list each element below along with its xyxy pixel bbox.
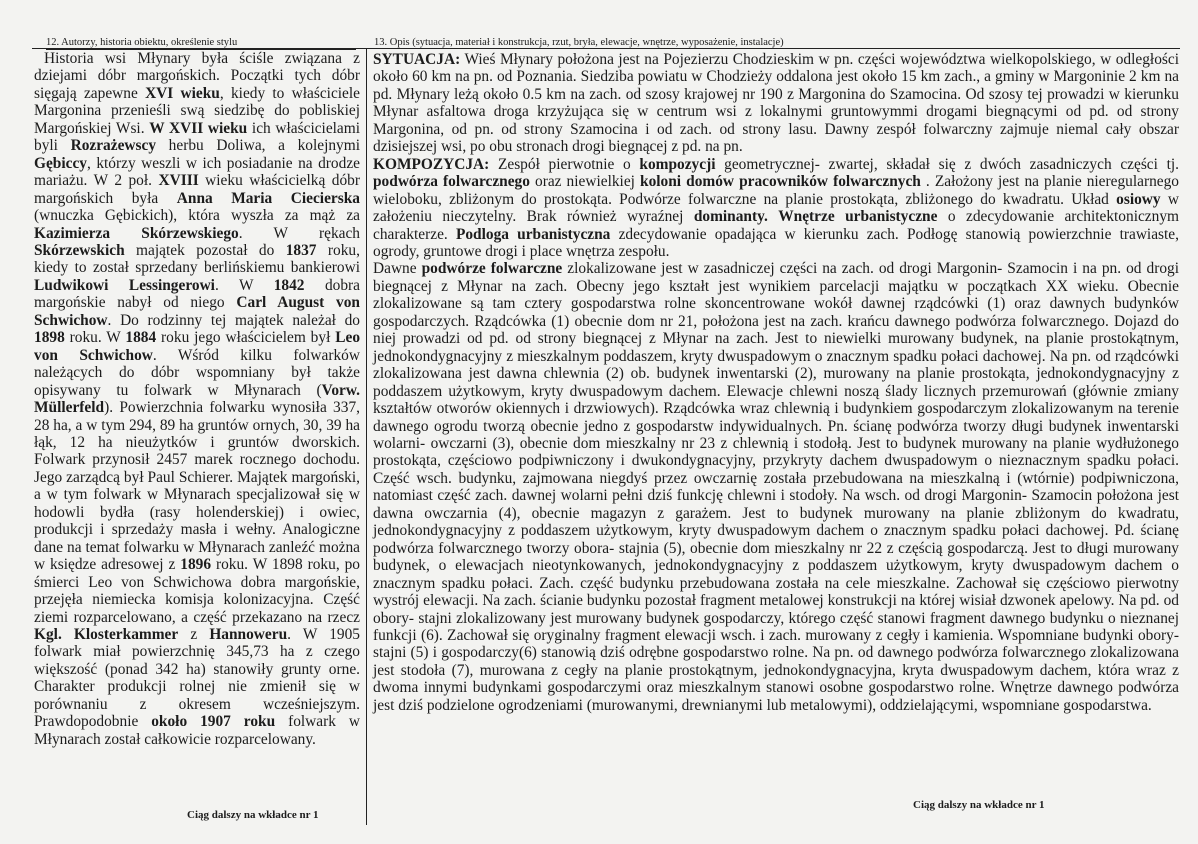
composition-paragraph: KOMPOZYCJA: Zespół pierwotnie o kompozycji geometrycznej- zwartej, składał się z dwóch zasadniczych części tj. podwórza folwarcznego oraz niewielkiej koloni domów pracowników folwarcznych . Założony jest na planie nieregularnego wieloboku, zbliżonym do prostokąta. Podwórze folwarczne na planie prostokąta, zbliżonego do kwadratu. Układ osiowy w założeniu nieczytelny. Brak również wyraźnej dominanty. Wnętrze urbanistyczne o zdecydowanie architektonicznym charakterze. Podloga urbanistyczna zdecydowanie opadająca w kierunku zach. Podłogę stanowią powierzchnie trawiaste, ogrody, gruntowe drogi i place wnętrza zespołu. [373, 155, 1180, 260]
farmyard-paragraph: Dawne podwórze folwarczne zlokalizowane jest w zasadniczej części na zach. od drogi Margonin- Szamocin i na pn. od drogi biegnącej z Młynar na zach. Obecny jego kształt jest wynikiem parcelacji majątku w początkach XX wieku. Obecnie zlokalizowane są tam cztery gospodarstwa rolne skoncentrowane wokół dawnej rządcówki (1) oraz dawnych budynków gospodarczych. Rządcówka (1) obecnie dom nr 21, położona jest na zach. krańcu dawnego podwórza folwarcznego. Dojazd do niej prowadzi od pd. od strony biegnącej z Młynar na zach. Jest to niewielki murowany budynek, na planie prostokątnym, jednokondygnacyjny z mieszkalnym poddaszem, kryty dwuspadowym o znacznym spadku połaci dachowej. Na pn. od rządcówki zlokalizowana jest dawna chlewnia (2) ob. budynek inwentarski (2), murowany na planie prostokąta, jednokondygnacyjny z poddaszem użytkowym, kryty dwuspadowym dachem. Elewacje chlewni noszą ślady licznych przemurowań (głównie zmiany kształtów otworów okiennych i drzwiowych). Rządcówka wraz chlewnią i budynkiem gospodarczym zlokalizowanym na terenie dawnego ogrodu tworzą obecnie jedno z gospodarstw indywidualnych. Pn. ścianę podwórza tworzy długi budynek inwentarski wolarni- owczarni (3), obecnie dom mieszkalny nr 23 z chlewnią i stodołą. Jest to budynek murowany na planie wydłużonego prostokąta, częściowo podpiwniczony i dwukondygnacyjny, przykryty dachem dwuspadowym o nieznacznym spadku połaci. Część wsch. budynku, zajmowana niegdyś przez owczarnię została przebudowana na mieszkalną i (wtórnie) podpiwniczona, natomiast część zach. dawnej wolarni pełni dziś funkcję chlewni i stodoły. Na wsch. od drogi Margonin- Szamocin położona jest dawna owczarnia (4), obecnie magazyn z garażem. Jest to budynek murowany na planie zbliżonym do kwadratu, jednokondygnacyjny z poddaszem użytkowym, kryty dwuspadowym dachem o znacznym spadku połaci dachowej. Pd. ścianę podwórza folwarcznego tworzy obora- stajnia (5), obecnie dom mieszkalny nr 22 z częścią gospodarczą. Jest to długi murowany budynek, o elewacjach nieotynkowanych, jednokondygnacyjny z poddaszem użytkowym, kryty dwuspadowym dachem o znacznym spadku połaci. Zach. część budynku przebudowana została na cele mieszkalne. Zachował się częściowo pierwotny wystrój elewacji. Na zach. ścianie budynku pozostał fragment metalowej konstrukcji na której wisiał dzwonek apelowy. Na pd. od obory- stajni zlokalizowany jest murowany budynek gospodarczy, którego część stanowi fragment dawnego budynku o nieznanej funkcji (6). Zachował się oryginalny fragment elewacji wsch. i zach. murowany z cegły i kamienia. Wspomniane budynki obory- stajni (5) i gospodarczy(6) stanowią dziś odrębne gospodarstwo rolne. Na pn. od dawnego podwórza folwarcznego zlokalizowana jest stodoła (7), murowana z cegły na planie prostokątnym, jednokondygnacyjna, kryta dwuspadowym dachem, która wraz z dwoma innymi budynkami gospodarczymi oraz mieszkalnym stanowi osobne gospodarstwo rolne. Wnętrze dawnego podwórza jest dziś podzielone ogrodzeniami (murowanymi, drewnianymi lub metalowymi), oddzielającymi, wspomniane gospodarstwa. [373, 260, 1179, 714]
description-continued-note: Ciąg dalszy na wkładce nr 1 [913, 799, 1045, 811]
description-column [373, 51, 1179, 714]
history-continued-note: Ciąg dalszy na wkładce nr 1 [187, 809, 319, 821]
situation-label: SYTUACJA: [373, 51, 461, 68]
composition-label: KOMPOZYCJA: [373, 155, 490, 173]
history-paragraph: Historia wsi Młynary była ściśle związana z dziejami dóbr margońskich. Początki tych dóbr sięgają zapewne XVI wieku, kiedy to właściciele Margonina przenieśli swą siedzibę do pobliskiej Margońskiej Wsi. W XVII wieku ich właścicielami byli Rozrażewscy herbu Doliwa, a kolejnymi Gębiccy, którzy weszli w ich posiadanie na drodze mariażu. W 2 poł. XVIII wieku właścicielką dóbr margońskich była Anna Maria Ciecierska (wnuczka Gębickich), która wyszła za mąż za Kazimierza Skórzewskiego. W rękach Skórzewskich majątek pozostał do 1837 roku, kiedy to został sprzedany berlińskiemu bankierowi Ludwikowi Lessingerowi. W 1842 dobra margońskie nabył od niego Carl August von Schwichow. Do rodzinny tej majątek należał do 1898 roku. W 1884 roku jego właścicielem był Leo von Schwichow. Wśród kilku folwarków należących do dóbr wspomniany był także opisywany tu folwark w Młynarach (Vorw. Müllerfeld). Powierzchnia folwarku wynosiła 337, 28 ha, a w tym 294, 89 ha gruntów ornych, 30, 39 ha łąk, 12 ha nieużytków i gruntów dworskich. Folwark przynosił 2457 marek rocznego dochodu. Jego zarządcą był Paul Schierer. Majątek margoński, a w tym folwark w Młynarach specjalizował się w hodowli bydła (rasy holenderskiej) i owiec, produkcji i sprzedaży masła i wełny. Analogiczne dane na temat folwarku w Młynarach zanleźć można w księdze adresowej z 1896 roku. W 1898 roku, po śmierci Leo von Schwichowa dobra margońskie, przejęła niemiecka komisja kolonizacyjna. Część ziemi rozparcelowano, a część przekazano na rzecz Kgl. Klosterkammer z Hannoweru. W 1905 folwark miał powierzchnię 345,73 ha z czego większość (ponad 342 ha) stanowiły grunty orne. Charakter produkcji rolnej nie zmienił się w porównaniu z okresem wcześniejszym. Prawdopodobnie około 1907 roku folwark w Młynarach został całkowicie rozparcelowany. [34, 50, 361, 748]
form-sheet [32, 35, 1180, 825]
column-divider [366, 48, 367, 825]
situation-paragraph: SYTUACJA: Wieś Młynary położona jest na Pojezierzu Chodzieskim w pn. części województwa wielkopolskiego, w odległości około 60 km na pn. od Poznania. Siedziba powiatu w Chodzieży oddalona jest około 15 km zach., a gminy w Margoninie 2 km na pd. Młynary leżą około 0.5 km na zach. od szosy krajowej nr 190 z Margonina do Szamocina. Od szosy tej prowadzi w kierunku Młynar asfaltowa droga krzyżująca się w centrum wsi z lokalnymi gruntowymmi drogami biegnącymi od pd. od strony Margonina, od pn. od strony Szamocina i od zach. od strony lasu. Dawny zespół folwarczny zajmuje niemal cały obszar dzisiejszej wsi, po obu stronach drogi biegnącej z pd. na pn. [373, 51, 1179, 156]
history-column [34, 50, 360, 748]
section-13-header: 13. Opis (sytuacja, materiał i konstrukcja, rzut, bryła, elewacje, wnętrze, wyposażenie, instalacje) [374, 37, 784, 48]
section-12-header: 12. Autorzy, historia obiektu, określenie stylu [46, 37, 356, 50]
